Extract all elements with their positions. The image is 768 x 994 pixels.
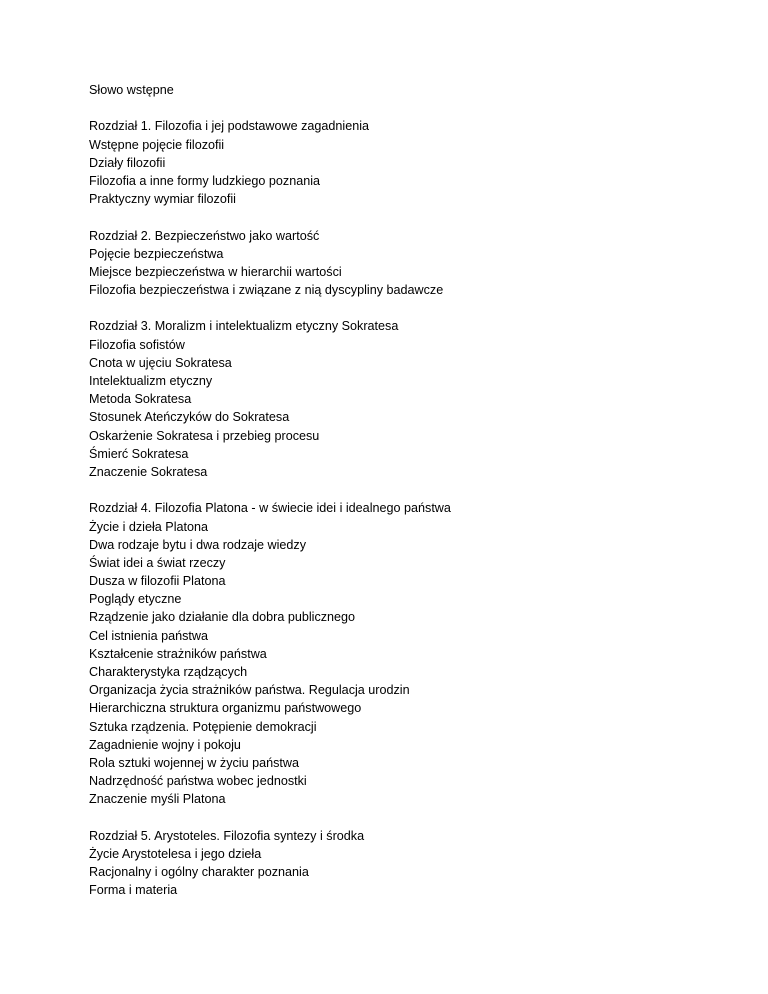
chapter-item: Filozofia bezpieczeństwa i związane z nią dyscypliny badawcze bbox=[89, 283, 444, 298]
spacer bbox=[89, 299, 729, 317]
spacer bbox=[89, 99, 729, 117]
chapter-1 bbox=[89, 117, 729, 208]
chapter-item: Kształcenie strażników państwa bbox=[89, 646, 267, 661]
chapter-item: Rola sztuki wojennej w życiu państwa bbox=[89, 755, 299, 770]
chapter-item: Poglądy etyczne bbox=[89, 592, 182, 607]
chapter-item: Życie i dzieła Platona bbox=[89, 519, 209, 534]
chapter-title: Rozdział 4. Filozofia Platona - w świecie idei i idealnego państwa bbox=[89, 501, 451, 516]
chapter-title: Rozdział 5. Arystoteles. Filozofia syntezy i środka bbox=[89, 828, 365, 843]
chapter-item: Dusza w filozofii Platona bbox=[89, 574, 226, 589]
chapter-item: Intelektualizm etyczny bbox=[89, 374, 213, 388]
chapter-item: Znaczenie myśli Platona bbox=[89, 792, 226, 807]
chapter-item: Świat idei a świat rzeczy bbox=[89, 555, 226, 570]
chapter-title: Rozdział 3. Moralizm i intelektualizm etyczny Sokratesa bbox=[89, 319, 399, 334]
spacer bbox=[89, 208, 729, 226]
intro-heading: Słowo wstępne bbox=[89, 83, 174, 97]
chapter-item: Hierarchiczna struktura organizmu państwowego bbox=[89, 701, 362, 716]
chapter-item: Śmierć Sokratesa bbox=[89, 446, 189, 461]
chapter-item: Pojęcie bezpieczeństwa bbox=[89, 246, 224, 261]
chapter-item: Filozofia a inne formy ludzkiego poznania bbox=[89, 173, 321, 188]
chapter-5 bbox=[89, 827, 729, 900]
chapter-item: Filozofia sofistów bbox=[89, 337, 185, 352]
chapter-4 bbox=[89, 499, 729, 808]
chapter-item: Forma i materia bbox=[89, 883, 178, 898]
chapter-item: Wstępne pojęcie filozofii bbox=[89, 137, 225, 152]
chapter-title: Rozdział 1. Filozofia i jej podstawowe zagadnienia bbox=[89, 119, 370, 134]
chapter-item: Organizacja życia strażników państwa. Regulacja urodzin bbox=[89, 683, 410, 698]
chapter-3 bbox=[89, 317, 729, 481]
chapter-item: Znaczenie Sokratesa bbox=[89, 464, 208, 479]
chapter-title: Rozdział 2. Bezpieczeństwo jako wartość bbox=[89, 228, 320, 243]
chapter-item: Działy filozofii bbox=[89, 155, 166, 170]
spacer bbox=[89, 809, 729, 827]
chapter-item: Sztuka rządzenia. Potępienie demokracji bbox=[89, 719, 317, 734]
chapter-item: Zagadnienie wojny i pokoju bbox=[89, 737, 241, 752]
chapter-item: Praktyczny wymiar filozofii bbox=[89, 192, 236, 207]
chapter-item: Rządzenie jako działanie dla dobra publicznego bbox=[89, 610, 356, 625]
chapter-item: Charakterystyka rządzących bbox=[89, 665, 248, 679]
chapter-item: Życie Arystotelesa i jego dzieła bbox=[89, 846, 262, 861]
chapter-item: Metoda Sokratesa bbox=[89, 392, 192, 407]
chapter-item: Cel istnienia państwa bbox=[89, 628, 209, 643]
document-page bbox=[89, 81, 729, 899]
chapter-item: Miejsce bezpieczeństwa w hierarchii wartości bbox=[89, 264, 342, 279]
spacer bbox=[89, 481, 729, 499]
chapter-item: Dwa rodzaje bytu i dwa rodzaje wiedzy bbox=[89, 537, 306, 552]
chapter-item: Nadrzędność państwa wobec jednostki bbox=[89, 774, 307, 789]
chapter-item: Oskarżenie Sokratesa i przebieg procesu bbox=[89, 428, 320, 443]
chapter-item: Cnota w ujęciu Sokratesa bbox=[89, 355, 232, 370]
chapter-item: Stosunek Ateńczyków do Sokratesa bbox=[89, 410, 290, 425]
chapter-2 bbox=[89, 227, 729, 300]
chapter-item: Racjonalny i ogólny charakter poznania bbox=[89, 865, 309, 880]
